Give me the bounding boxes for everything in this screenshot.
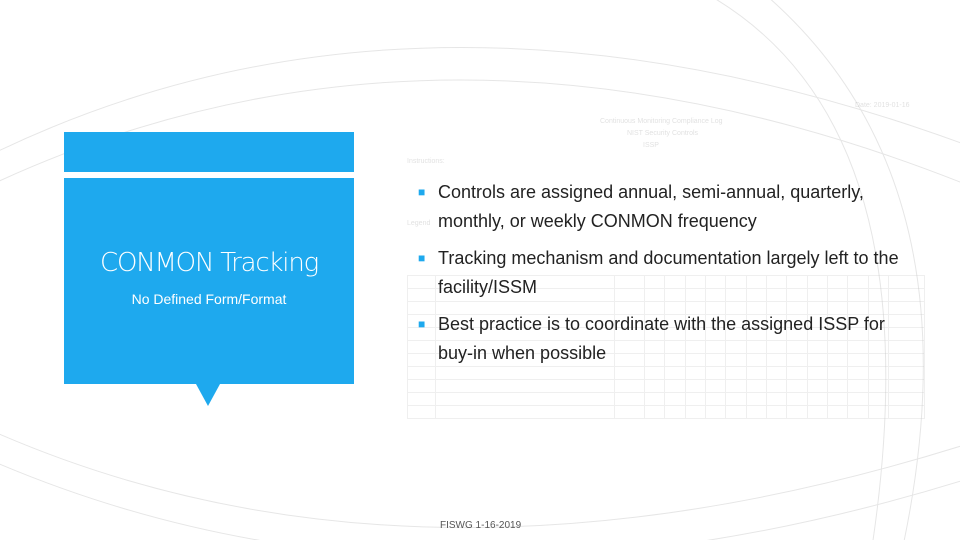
panel-divider (64, 172, 354, 178)
slide-title: CONMON Tracking (99, 248, 319, 278)
bullet-item (418, 310, 908, 368)
bullet-item (418, 244, 908, 302)
slide-footer: FISWG 1-16-2019 (440, 520, 522, 531)
bullet-list (418, 178, 908, 376)
bullet-text: Best practice is to coordinate with the assigned ISSP for buy-in when possible (438, 314, 885, 363)
bullet-item (418, 178, 908, 236)
panel-pointer (196, 384, 220, 406)
square-bullet-icon: ■ (418, 185, 426, 199)
square-bullet-icon: ■ (418, 317, 426, 331)
bullet-text: Controls are assigned annual, semi-annual, quarterly, monthly, or weekly CONMON frequency (438, 182, 864, 231)
slide-subtitle: No Defined Form/Format (131, 291, 287, 307)
bullet-text: Tracking mechanism and documentation largely left to the facility/ISSM (438, 248, 899, 297)
square-bullet-icon: ■ (418, 251, 426, 265)
background-document-image: Date: 2019-01-16 Continuous Monitoring Compliance Log NIST Security Controls ISSP Instructions: Legend (405, 100, 925, 460)
